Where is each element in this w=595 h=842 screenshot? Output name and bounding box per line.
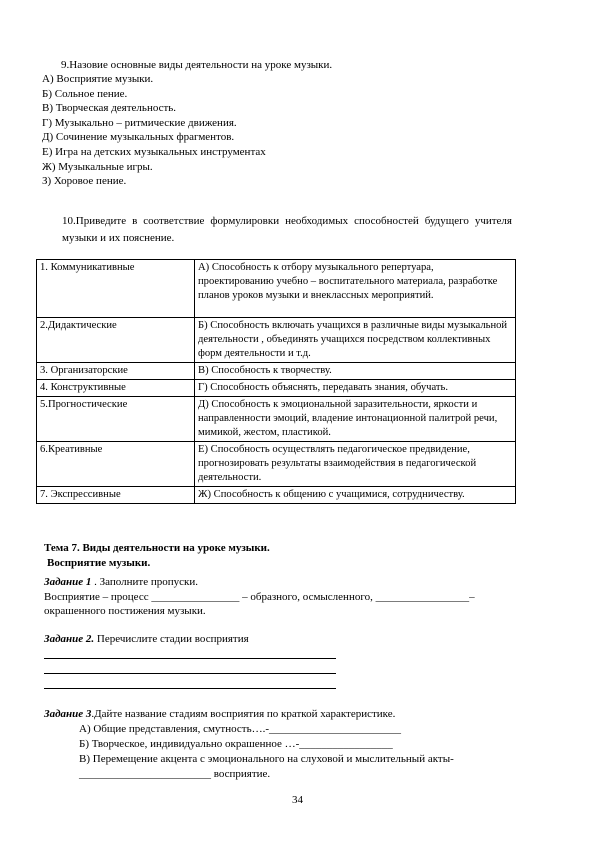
ability-cell: 7. Экспрессивные	[37, 487, 195, 504]
theme-title: Тема 7. Виды деятельности на уроке музыки.	[44, 542, 270, 554]
question-10-title: 10.Приведите в соответствие формулировки необходимых способностей будущего учителя музыки и их пояснение.	[62, 215, 512, 244]
ability-cell: 6.Креативные	[37, 442, 195, 487]
task-1-line-1: Восприятие – процесс ________________ – образного, осмысленного, _________________–	[44, 591, 475, 603]
table-row	[37, 487, 516, 504]
answer-line[interactable]	[44, 658, 336, 659]
option-c: В) Творческая деятельность.	[42, 102, 177, 115]
option-b: Б) Сольное пение.	[42, 87, 128, 100]
explanation-cell: В) Способность к творчеству.	[195, 363, 516, 380]
explanation-cell: Б) Способность включать учащихся в различные виды музыкальной деятельности , объединять учащихся посредством коллективных форм деятельности и т.д.	[195, 318, 516, 363]
task-3-item-c-continued: ________________________ восприятие.	[79, 768, 271, 780]
task-3-heading	[44, 707, 395, 722]
task-3-item-a: А) Общие представления, смутность….-________________________	[79, 723, 401, 735]
task-1-label: Задание 1	[44, 576, 92, 588]
table-row	[37, 397, 516, 442]
task-3-item-b: Б) Творческое, индивидуально окрашенное …-_________________	[79, 738, 393, 750]
question-9-options	[42, 72, 266, 189]
task-2-label: Задание 2.	[44, 633, 95, 645]
table-row	[37, 260, 516, 318]
ability-cell: 1. Коммуникативные	[37, 260, 195, 318]
ability-cell: 4. Конструктивные	[37, 380, 195, 397]
explanation-cell: Ж) Способность к общению с учащимися, сотрудничеству.	[195, 487, 516, 504]
option-g: Ж) Музыкальные игры.	[42, 160, 153, 173]
ability-cell: 3. Организаторские	[37, 363, 195, 380]
table-row	[37, 363, 516, 380]
explanation-cell: А) Способность к отбору музыкального репертуара, проектированию учебно – воспитательного материала, разработке планов уроков музыки и внеклассных мероприятий.	[195, 260, 516, 318]
explanation-cell: Е) Способность осуществлять педагогическое предвидение, прогнозировать результаты взаимодействия в педагогической деятельности.	[195, 442, 516, 487]
theme-subtitle: Восприятие музыки.	[47, 557, 151, 569]
explanation-cell: Д) Способность к эмоциональной заразительности, яркости и направленности эмоций, владение интонационной палитрой речи, мимикой, жестом, пластикой.	[195, 397, 516, 442]
table-row	[37, 442, 516, 487]
task-3-item-c: В) Перемещение акцента с эмоционального на слуховой и мыслительный акты-	[79, 753, 454, 765]
ability-cell: 2.Дидактические	[37, 318, 195, 363]
task-1-heading	[44, 575, 198, 590]
matching-table	[36, 259, 516, 504]
task-1-text: . Заполните пропуски.	[91, 576, 199, 588]
answer-line[interactable]	[44, 688, 336, 689]
question-9-title: 9.Назовие основные виды деятельности на уроке музыки.	[61, 59, 333, 71]
task-3-text: .Дайте название стадиям восприятия по краткой характеристике.	[91, 708, 396, 720]
task-1-line-2: окрашенного постижения музыки.	[44, 605, 206, 617]
task-2-text: Перечислите стадии восприятия	[94, 633, 249, 645]
page-number: 34	[292, 794, 303, 806]
ability-cell: 5.Прогностические	[37, 397, 195, 442]
answer-line[interactable]	[44, 673, 336, 674]
option-f: Е) Игра на детских музыкальных инструментах	[42, 145, 266, 158]
option-h: З) Хоровое пение.	[42, 175, 127, 188]
option-a: А) Восприятие музыки.	[42, 73, 154, 85]
option-e: Д) Сочинение музыкальных фрагментов.	[42, 131, 235, 144]
task-3-label: Задание 3	[44, 708, 92, 720]
explanation-cell: Г) Способность объяснять, передавать знания, обучать.	[195, 380, 516, 397]
table-row	[37, 380, 516, 397]
table-row	[37, 318, 516, 363]
option-d: Г) Музыкально – ритмические движения.	[42, 116, 237, 129]
task-2-heading	[44, 632, 249, 647]
